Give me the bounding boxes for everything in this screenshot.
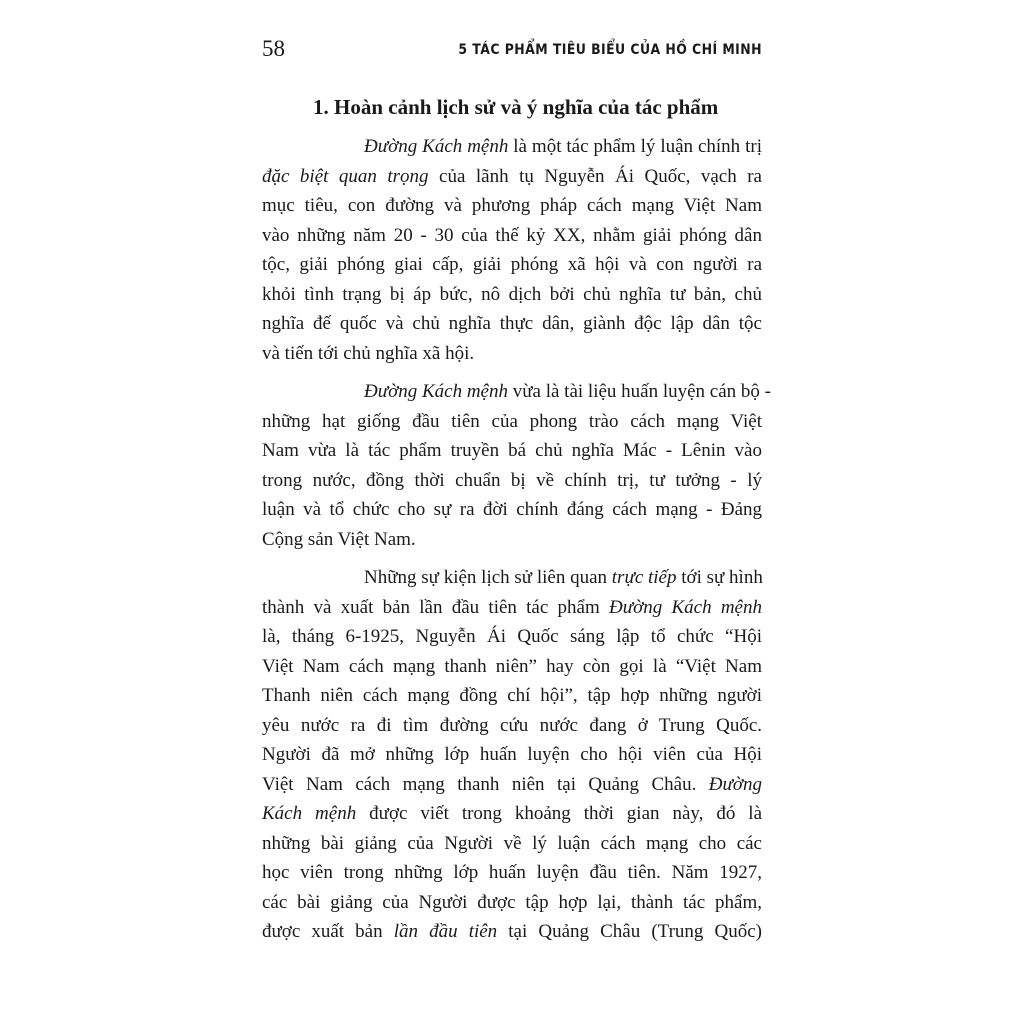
text-line: Việt Nam cách mạng thanh niên tại Quảng Châu. Đường [262, 773, 762, 795]
text-line: luận và tổ chức cho sự ra đời chính đáng cách mạng - Đảng [262, 499, 762, 520]
italic-run: Đường Kách mệnh [364, 136, 509, 157]
italic-run: Đường [708, 773, 762, 795]
text-line: Cộng sản Việt Nam. [262, 528, 416, 550]
text-line: vào những năm 20 - 30 của thế kỷ XX, nhằm giải phóng dân [262, 224, 762, 246]
text-line: thành và xuất bản lần đầu tiên tác phẩm Đường Kách mệnh [262, 596, 762, 618]
text-line: Nam vừa là tác phẩm truyền bá chủ nghĩa Mác - Lênin vào [262, 440, 762, 461]
text-line: Những sự kiện lịch sử liên quan trực tiếp tới sự hình [364, 567, 763, 588]
text-line: Đường Kách mệnh vừa là tài liệu huấn luyện cán bộ - [364, 381, 771, 402]
italic-run: đặc biệt quan trọng [262, 165, 429, 187]
italic-run: trực tiếp [611, 567, 677, 588]
text-line: yêu nước ra đi tìm đường cứu nước đang ở Trung Quốc. [262, 714, 762, 736]
text-line: nghĩa đế quốc và chủ nghĩa thực dân, giành độc lập dân tộc [262, 313, 762, 334]
text-line: những bài giảng của Người về lý luận cách mạng cho các [262, 832, 762, 854]
paragraph [262, 563, 762, 947]
running-title: 5 TÁC PHẨM TIÊU BIỂU CỦA HỒ CHÍ MINH [458, 42, 762, 58]
text-line: tộc, giải phóng giai cấp, giải phóng xã hội và con người ra [262, 254, 762, 275]
italic-run: Đường Kách mệnh [609, 596, 762, 618]
text-line: đặc biệt quan trọng của lãnh tụ Nguyễn Ái Quốc, vạch ra [262, 165, 762, 187]
paragraph [262, 132, 762, 368]
text-line: được xuất bản lần đầu tiên tại Quảng Châu (Trung Quốc) [262, 921, 762, 942]
text-line: Thanh niên cách mạng đồng chí hội”, tập hợp những người [262, 685, 762, 706]
text-line: là, tháng 6-1925, Nguyễn Ái Quốc sáng lập tổ chức “Hội [262, 626, 762, 647]
text-line: khỏi tình trạng bị áp bức, nô dịch bởi chủ nghĩa tư bản, chủ [262, 283, 762, 305]
italic-run: Kách mệnh [262, 803, 357, 824]
section-heading: 1. Hoàn cảnh lịch sử và ý nghĩa của tác phẩm [313, 95, 719, 119]
text-line: mục tiêu, con đường và phương pháp cách mạng Việt Nam [262, 195, 762, 216]
text-line: Đường Kách mệnh là một tác phẩm lý luận chính trị [364, 136, 762, 157]
italic-run: lần đầu tiên [393, 921, 498, 942]
text-line: Người đã mở những lớp huấn luyện cho hội viên của Hội [262, 744, 762, 765]
text-line: những hạt giống đầu tiên của phong trào cách mạng Việt [262, 410, 762, 432]
italic-run: Đường Kách mệnh [364, 381, 508, 402]
text-line: và tiến tới chủ nghĩa xã hội. [262, 342, 475, 364]
paragraph [262, 377, 771, 554]
text-line: các bài giảng của Người được tập hợp lại, thành tác phẩm, [262, 891, 762, 913]
body-text [262, 88, 771, 956]
paragraph-list [262, 132, 771, 947]
text-line: Việt Nam cách mạng thanh niên” hay còn gọi là “Việt Nam [262, 655, 762, 677]
text-line: Kách mệnh được viết trong khoảng thời gian này, đó là [262, 803, 762, 824]
text-line: học viên trong những lớp huấn luyện đầu tiên. Năm 1927, [262, 862, 762, 883]
page-number: 58 [262, 36, 285, 61]
text-line: trong nước, đồng thời chuẩn bị về chính trị, tư tưởng - lý [262, 469, 762, 491]
